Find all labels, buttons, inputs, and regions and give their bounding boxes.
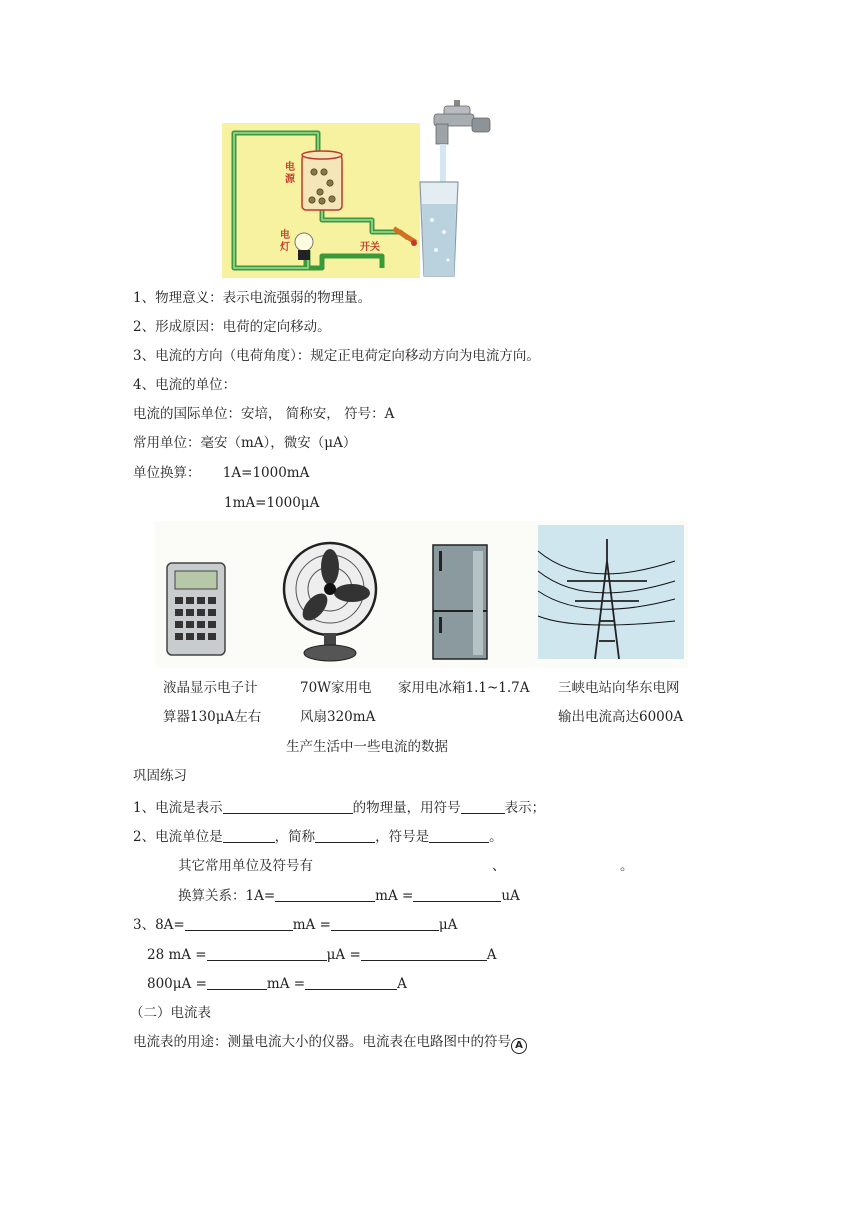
q3-2-blank-2[interactable] [361, 946, 487, 961]
q2-other-sep: 、 [492, 858, 506, 874]
si-unit-line: 电流的国际单位：安培， 简称安， 符号：A [133, 406, 395, 422]
circuit-water-figure [222, 100, 492, 278]
refrigerator-icon [433, 545, 487, 659]
ammeter-heading: （二）电流表 [130, 1005, 211, 1021]
example-1-line-1: 液晶显示电子计 [163, 680, 258, 696]
q3-3-blank-2[interactable] [305, 975, 397, 990]
practice-q2: 2、电流单位是 ，简称 ，符号是 。 [133, 829, 503, 845]
q1-blank-1[interactable] [223, 799, 353, 814]
power-label: 电源 [285, 162, 295, 185]
example-4-line-2: 输出电流高达6000A [558, 709, 684, 725]
switch-label: 开关 [360, 242, 380, 253]
q2-blank-3[interactable] [429, 828, 489, 843]
q3-2-blank-1[interactable] [207, 946, 327, 961]
cause-line: 2、形成原因：电荷的定向移动。 [133, 319, 331, 335]
circuit-diagram [222, 100, 492, 278]
q1-blank-2[interactable] [461, 799, 505, 814]
lamp-label: 电灯 [280, 230, 290, 253]
q2-other-units: 其它常用单位及符号有 [178, 858, 313, 874]
conversion-line-1 [133, 464, 309, 482]
example-4-line-1: 三峡电站向华东电网 [558, 680, 680, 696]
ammeter-symbol-icon: A [511, 1038, 527, 1054]
q2-other-end: 。 [620, 858, 634, 874]
practice-title: 巩固练习 [133, 768, 187, 784]
practice-q3-3: 800μA = mA = A [147, 976, 407, 992]
example-1-line-2: 算器130μA左右 [163, 709, 262, 725]
q3-blank-2[interactable] [331, 916, 439, 931]
example-3-line-1: 家用电冰箱1.1~1.7A [398, 680, 530, 696]
q2-conv-blank-1[interactable] [275, 887, 375, 902]
power-tower-icon [538, 525, 684, 659]
q2-blank-2[interactable] [315, 828, 375, 843]
unit-heading: 4、电流的单位： [133, 377, 237, 393]
practice-q1: 1、电流是表示 的物理量，用符号 表示； [133, 800, 546, 816]
ammeter-usage: 电流表的用途：测量电流大小的仪器。电流表在电路图中的符号 A [133, 1033, 527, 1054]
examples-caption: 生产生活中一些电流的数据 [286, 739, 448, 755]
q3-3-blank-1[interactable] [207, 975, 267, 990]
calculator-icon [167, 563, 225, 655]
q2-conv-blank-2[interactable] [413, 887, 501, 902]
practice-q3: 3、8A= mA = μA [133, 917, 458, 933]
meaning-line: 1、物理意义：表示电流强弱的物理量。 [133, 290, 372, 306]
practice-q3-2: 28 mA = μA = A [147, 947, 497, 963]
direction-line: 3、电流的方向（电荷角度）：规定正电荷定向移动方向为电流方向。 [133, 348, 540, 364]
conversion-value-1: 1A=1000mA [222, 465, 310, 481]
examples-figure [155, 521, 688, 668]
q2-blank-1[interactable] [223, 828, 275, 843]
example-2-line-1: 70W家用电 [300, 680, 372, 696]
q3-blank-1[interactable] [185, 916, 293, 931]
example-2-line-2: 风扇320mA [300, 709, 376, 725]
q2-conversion: 换算关系：1A= mA = uA [178, 888, 520, 904]
common-units-line: 常用单位：毫安（mA），微安（μA） [133, 435, 357, 451]
conversion-label: 单位换算： [133, 465, 201, 481]
conversion-value-2: 1mA=1000μA [224, 495, 320, 511]
